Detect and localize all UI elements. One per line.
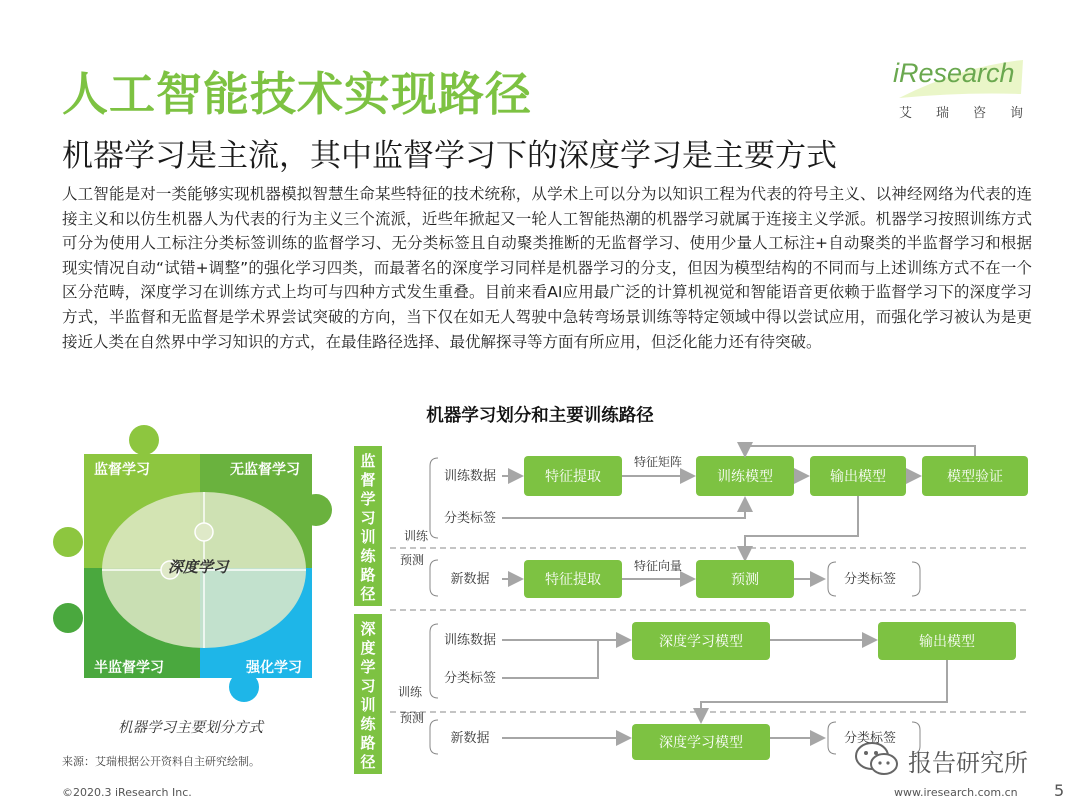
flow-box-label: 模型验证 (947, 469, 1003, 485)
section-char: 度 (360, 639, 376, 657)
flow-box-label: 深度学习模型 (659, 735, 743, 751)
flow-box-label: 特征提取 (545, 572, 601, 588)
predict-label: 预测 (399, 553, 425, 567)
flow-text-new-data: 新数据 (450, 731, 490, 746)
watermark-text: 报告研究所 (908, 749, 1028, 777)
puzzle-label-reinforcement: 强化学习 (246, 660, 302, 676)
bracket (430, 720, 438, 754)
section-char: 径 (360, 585, 376, 603)
puzzle-label-deep-learning: 深度学习 (168, 558, 229, 576)
bracket (430, 458, 438, 538)
flow-box-label: 输出模型 (919, 634, 975, 650)
copyright: ©2020.3 iResearch Inc. (62, 786, 192, 799)
section-char: 路 (360, 566, 376, 584)
section-char: 路 (360, 734, 376, 752)
train-label: 训练 (403, 529, 429, 543)
section-char: 学 (360, 658, 376, 676)
flow-box-label: 深度学习模型 (659, 634, 743, 650)
puzzle-label-semi-supervised: 半监督学习 (94, 660, 164, 676)
puzzle-diagram (50, 420, 350, 740)
figure-title: 机器学习划分和主要训练路径 (426, 406, 654, 426)
training-flow-diagram (350, 440, 1050, 780)
page-number: 5 (1054, 781, 1065, 800)
source-note: 来源：艾瑞根据公开资料自主研究绘制。 (62, 755, 260, 768)
puzzle-knob (53, 603, 83, 633)
logo-sub-char: 瑞 (935, 106, 949, 121)
section-char: 习 (360, 677, 376, 695)
flow-text-feature-matrix: 特征矩阵 (633, 455, 683, 469)
section-char: 习 (360, 509, 376, 527)
puzzle-knob (53, 527, 83, 557)
section-char: 监 (360, 452, 376, 470)
flow-text-new-data: 新数据 (450, 572, 490, 587)
train-label: 训练 (397, 685, 423, 699)
section-char: 训 (360, 696, 376, 714)
predict-label: 预测 (399, 711, 425, 725)
wechat-icon (852, 738, 904, 778)
body-paragraph: 人工智能是对一类能够实现机器模拟智慧生命某些特征的技术统称，从学术上可以分为以知识工程为代表的符号主义、以神经网络为代表的连接主义和以仿生机器人为代表的行为主义三个流派，近些年掀起又一轮人工智能热潮的机器学习就属于连接主义学派。机器学习按照训练方式可分为使用人工标注分类标签训练的监督学习、无分类标签且自动聚类推断的无监督学习、使用少量人工标注+自动聚类的半监督学习和根据现实情况自动“试错+调整”的强化学习四类，而最著名的深度学习同样是机器学习的分支，但因为模型结构的不同而与上述训练方式不在一个区分范畴，深度学习在训练方式上均可与四种方式发生重叠。目前来看AI应用最广泛的计算机视觉和智能语音更依赖于监督学习下的深度学习方式，半监督和无监督是学术界尝试突破的方向，当下仅在如无人驾驶中急转弯场景训练等特定领域中得以尝试应用，而强化学习被认为是更接近人类在自然界中学习知识的方式，在最佳路径选择、最优解探寻等方面有所应用，但泛化能力还有待突破。 (62, 185, 1032, 351)
section-char: 练 (360, 547, 376, 565)
flow-text-result-label: 分类标签 (843, 572, 897, 587)
flow-box-label: 训练模型 (717, 469, 773, 485)
puzzle-label-supervised: 监督学习 (94, 462, 150, 478)
flow-text-train-data: 训练数据 (443, 469, 497, 484)
flow-text-train-data: 训练数据 (443, 633, 497, 648)
puzzle-knob (129, 425, 159, 455)
iresearch-logo (893, 58, 1025, 128)
logo-subtext (899, 102, 1023, 121)
puzzle-caption: 机器学习主要划分方式 (118, 720, 263, 736)
page-title: 人工智能技术实现路径 (62, 67, 532, 121)
section-char: 深 (360, 620, 376, 638)
flow-box-label: 输出模型 (830, 469, 886, 485)
section-char: 学 (360, 490, 376, 508)
puzzle-label-unsupervised: 无监督学习 (230, 462, 300, 478)
page-subtitle: 机器学习是主流，其中监督学习下的深度学习是主要方式 (62, 138, 837, 174)
watermark (852, 738, 1052, 780)
logo-sub-char: 咨 (972, 106, 986, 121)
flow-box-label: 特征提取 (545, 469, 601, 485)
flow-text-result-label: 分类标签 (843, 731, 897, 746)
flow-text-feature-vector: 特征向量 (633, 559, 683, 573)
flow-box-label: 预测 (731, 572, 759, 588)
website-url[interactable]: www.iresearch.com.cn (894, 786, 1018, 799)
section-char: 径 (360, 753, 376, 771)
bracket (430, 624, 438, 698)
logo-sub-char: 艾 (899, 106, 913, 121)
section-char: 督 (360, 471, 376, 489)
flow-text-class-label: 分类标签 (443, 511, 497, 526)
logo-sub-char: 询 (1009, 106, 1023, 121)
section-char: 训 (360, 528, 376, 546)
flow-text-class-label: 分类标签 (443, 671, 497, 686)
section-char: 练 (360, 715, 376, 733)
logo-brand: iResearch (893, 58, 1015, 88)
bracket (430, 560, 438, 596)
